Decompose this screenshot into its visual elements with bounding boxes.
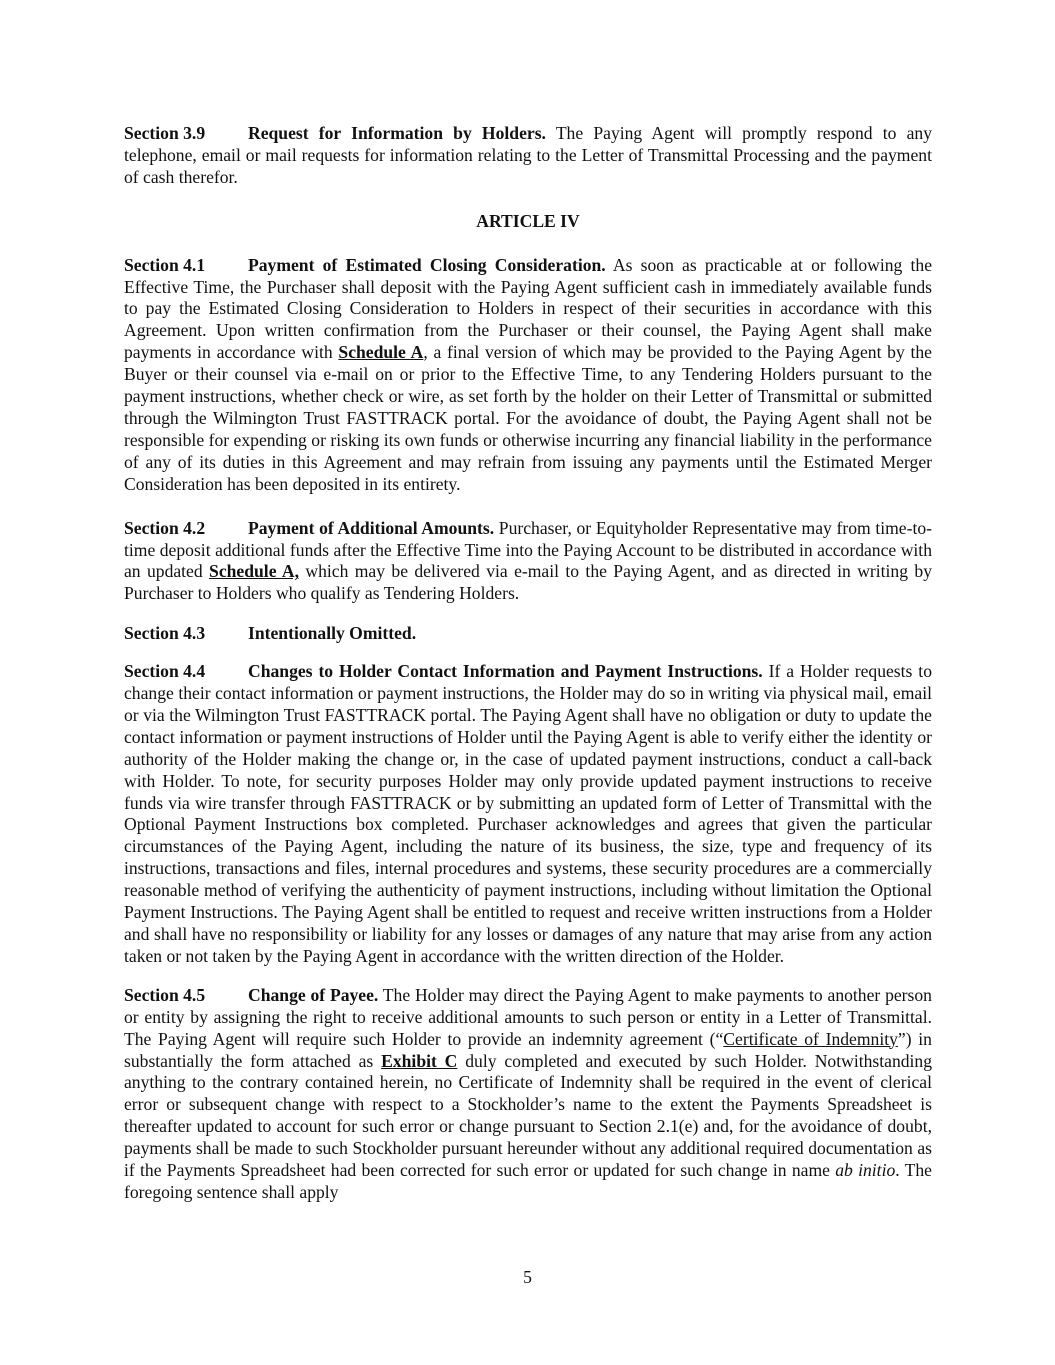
section-4-5 xyxy=(124,985,932,1204)
section-body: The Holder may direct the Paying Agent to make payments to another person or entity by assigning the right to receive additional amounts to such person or entity in a Letter of Transmittal. The Paying Agent will require such Holder to provide an indemnity agreement (“ xyxy=(124,984,932,1049)
section-body-continued: , a final version of which may be provided to the Paying Agent by the Buyer or their counsel via e-mail on or prior to the Effective Time, to any Tendering Holders pursuant to the payment instructions, whether check or wire, as set forth by the holder on their Letter of Transmittal or submitted through the Wilmington Trust FASTTRACK portal. For the avoidance of doubt, the Paying Agent shall not be responsible for expending or risking its own funds or otherwise incurring any financial liability in the performance of any of its duties in this Agreement and may refrain from issuing any payments until the Estimated Merger Consideration has been deposited in its entirety. xyxy=(124,342,932,494)
section-body: The Paying Agent will promptly respond to any telephone, email or mail requests for information relating to the Letter of Transmittal Processing and the payment of cash therefor. xyxy=(124,123,932,187)
section-body: Purchaser, or Equityholder Representative may from time-to-time deposit additional funds after the Effective Time into the Paying Account to be distributed in accordance with an updated xyxy=(124,517,932,582)
latin-term: ab initio xyxy=(835,1160,896,1181)
section-body: As soon as practicable at or following the Effective Time, the Purchaser shall deposit with the Paying Agent sufficient cash in immediately available funds to pay the Estimated Closing Consideration to Holders in respect of their securities in accordance with this Agreement. Upon written confirmation from the Purchaser or their counsel, the Paying Agent shall make payments in accordance with xyxy=(124,254,932,363)
certificate-of-indemnity-term: Certificate of Indemnity xyxy=(723,1028,898,1049)
section-title: Intentionally Omitted. xyxy=(248,623,417,644)
schedule-a-reference: Schedule A xyxy=(338,342,424,363)
schedule-a-reference: Schedule A, xyxy=(209,561,300,582)
section-number: Section 4.2 xyxy=(124,517,206,538)
section-title: Payment of Additional Amounts. xyxy=(248,517,495,538)
section-body-continued: ”) in substantially the form attached as xyxy=(124,1028,932,1071)
section-title: Request for Information by Holders. xyxy=(248,123,546,143)
page-number: 5 xyxy=(523,1267,532,1287)
section-number: Section 3.9 xyxy=(124,123,206,143)
section-4-3 xyxy=(124,623,932,645)
document-page xyxy=(124,123,932,1204)
article-heading: ARTICLE IV xyxy=(476,210,580,231)
section-number: Section 4.5 xyxy=(124,984,206,1005)
section-4-2 xyxy=(124,518,932,606)
section-3-9 xyxy=(124,123,932,189)
section-title: Payment of Estimated Closing Consideration. xyxy=(248,254,606,275)
section-4-4 xyxy=(124,661,932,968)
section-body: If a Holder requests to change their contact information or payment instructions, the Holder may do so in writing via physical mail, email or via the Wilmington Trust FASTTRACK portal. The Paying Agent shall have no obligation or duty to update the contact information or payment instructions of Holder until the Paying Agent is able to verify either the identity or authority of the Holder making the change or, in the case of updated payment instructions, conduct a call-back with Holder. To note, for security purposes Holder may only provide updated payment instructions to receive funds via wire transfer through FASTTRACK or by submitting an updated form of Letter of Transmittal with the Optional Payment Instructions box completed. Purchaser acknowledges and agrees that given the particular circumstances of the Paying Agent, including the nature of its business, the size, type and frequency of its instructions, transactions and files, internal procedures and systems, these security procedures are a commercially reasonable method of verifying the authenticity of payment instructions, including without limitation the Optional Payment Instructions. The Paying Agent shall be entitled to request and receive written instructions from a Holder and shall have no responsibility or liability for any losses or damages of any nature that may arise from any action taken or not taken by the Paying Agent in accordance with the written direction of the Holder. xyxy=(124,661,932,966)
section-body-continued-3: . The foregoing sentence shall apply xyxy=(124,1160,932,1202)
section-4-1 xyxy=(124,255,932,496)
section-body-continued-2: duly completed and executed by such Holder. Notwithstanding anything to the contrary contained herein, no Certificate of Indemnity shall be required in the event of clerical error or subsequent change with respect to a Stockholder’s name to the extent the Payments Spreadsheet is thereafter updated to account for such error or change pursuant to Section 2.1(e) and, for the avoidance of doubt, payments shall be made to such Stockholder pursuant hereunder without any additional required documentation as if the Payments Spreadsheet had been corrected for such error or updated for such change in name xyxy=(124,1050,933,1181)
section-number: Section 4.1 xyxy=(124,254,206,275)
section-number: Section 4.4 xyxy=(124,661,206,682)
section-title: Change of Payee. xyxy=(248,984,379,1005)
section-body-continued: which may be delivered via e-mail to the Paying Agent, and as directed in writing by Purchaser to Holders who qualify as Tendering Holders. xyxy=(124,561,932,604)
section-number: Section 4.3 xyxy=(124,623,206,644)
exhibit-c-reference: Exhibit C xyxy=(381,1050,458,1071)
section-title: Changes to Holder Contact Information and Payment Instructions. xyxy=(248,661,763,682)
